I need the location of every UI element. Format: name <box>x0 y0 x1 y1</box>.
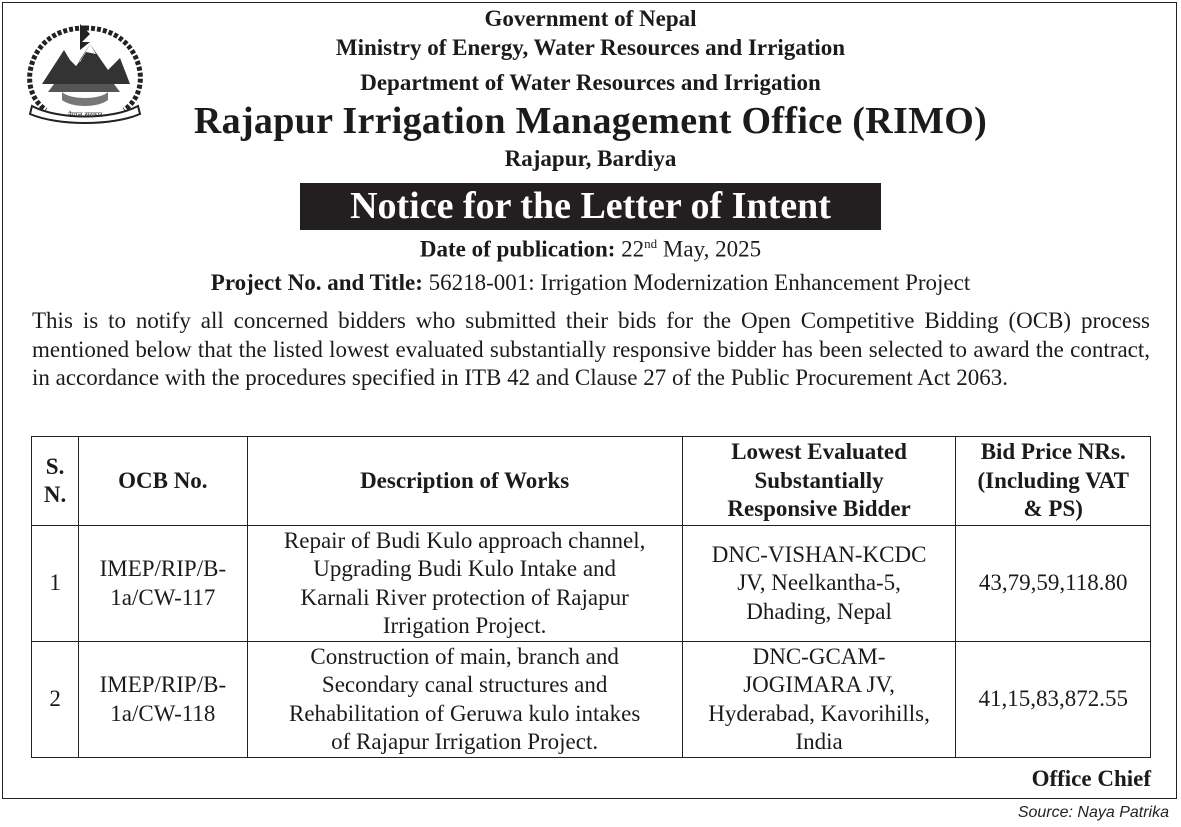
publication-date-day: 22 <box>621 236 645 262</box>
government-heading: Government of Nepal <box>484 6 697 31</box>
signature: Office Chief <box>1031 766 1151 791</box>
notice-body: This is to notify all concerned bidders who submitted their bids for the Open Competitive Bidding (OCB) process mentioned below that the listed lowest evaluated substantially responsive bidder has been selected to award the contract, in accordance with the procedures specified in ITB 42 and Clause 27 of the Public Procurement Act 2063. <box>32 308 1150 390</box>
cell-ocb: IMEP/RIP/B- 1a/CW-117 <box>79 526 247 642</box>
cell-description: Repair of Budi Kulo approach channel, Upgrading Budi Kulo Intake and Karnali River protection of Rajapur Irrigation Project. <box>247 526 682 642</box>
office-location: Rajapur, Bardiya <box>504 146 677 171</box>
project-value: 56218-001: Irrigation Modernization Enhancement Project <box>428 270 971 295</box>
header-price: Bid Price NRs. (Including VAT & PS) <box>956 437 1151 526</box>
emblem-motto: नेपाल सरकार <box>67 111 103 119</box>
publication-date-suffix: nd <box>644 236 658 251</box>
header-sn: S. N. <box>32 437 79 526</box>
source-credit: Source: Naya Patrika <box>1017 804 1169 821</box>
header-bidder: Lowest Evaluated Substantially Responsive Bidder <box>682 437 956 526</box>
cell-bidder: DNC-GCAM- JOGIMARA JV, Hyderabad, Kavorihills, India <box>682 642 956 758</box>
department-heading: Department of Water Resources and Irrigation <box>360 70 821 95</box>
cell-price: 43,79,59,118.80 <box>956 526 1151 642</box>
office-title: Rajapur Irrigation Management Office (RIMO) <box>193 100 988 142</box>
cell-description: Construction of main, branch and Secondary canal structures and Rehabilitation of Geruwa kulo intakes of Rajapur Irrigation Project. <box>247 642 682 758</box>
awards-table <box>31 436 1151 758</box>
publication-date-label: Date of publication: <box>419 236 616 262</box>
cell-sn: 2 <box>32 642 79 758</box>
cell-price: 41,15,83,872.55 <box>956 642 1151 758</box>
table-header-row <box>32 437 1151 526</box>
table-row <box>32 642 1151 758</box>
header-description: Description of Works <box>247 437 682 526</box>
publication-date <box>0 236 1181 263</box>
notice-title-banner: Notice for the Letter of Intent <box>300 183 881 230</box>
project-line <box>0 270 1181 296</box>
publication-date-rest: May, 2025 <box>662 236 762 262</box>
project-label: Project No. and Title: <box>210 270 423 295</box>
cell-sn: 1 <box>32 526 79 642</box>
table-row <box>32 526 1151 642</box>
cell-ocb: IMEP/RIP/B- 1a/CW-118 <box>79 642 247 758</box>
cell-bidder: DNC-VISHAN-KCDC JV, Neelkantha-5, Dhading, Nepal <box>682 526 956 642</box>
ministry-heading: Ministry of Energy, Water Resources and Irrigation <box>335 35 846 60</box>
header-ocb: OCB No. <box>79 437 247 526</box>
